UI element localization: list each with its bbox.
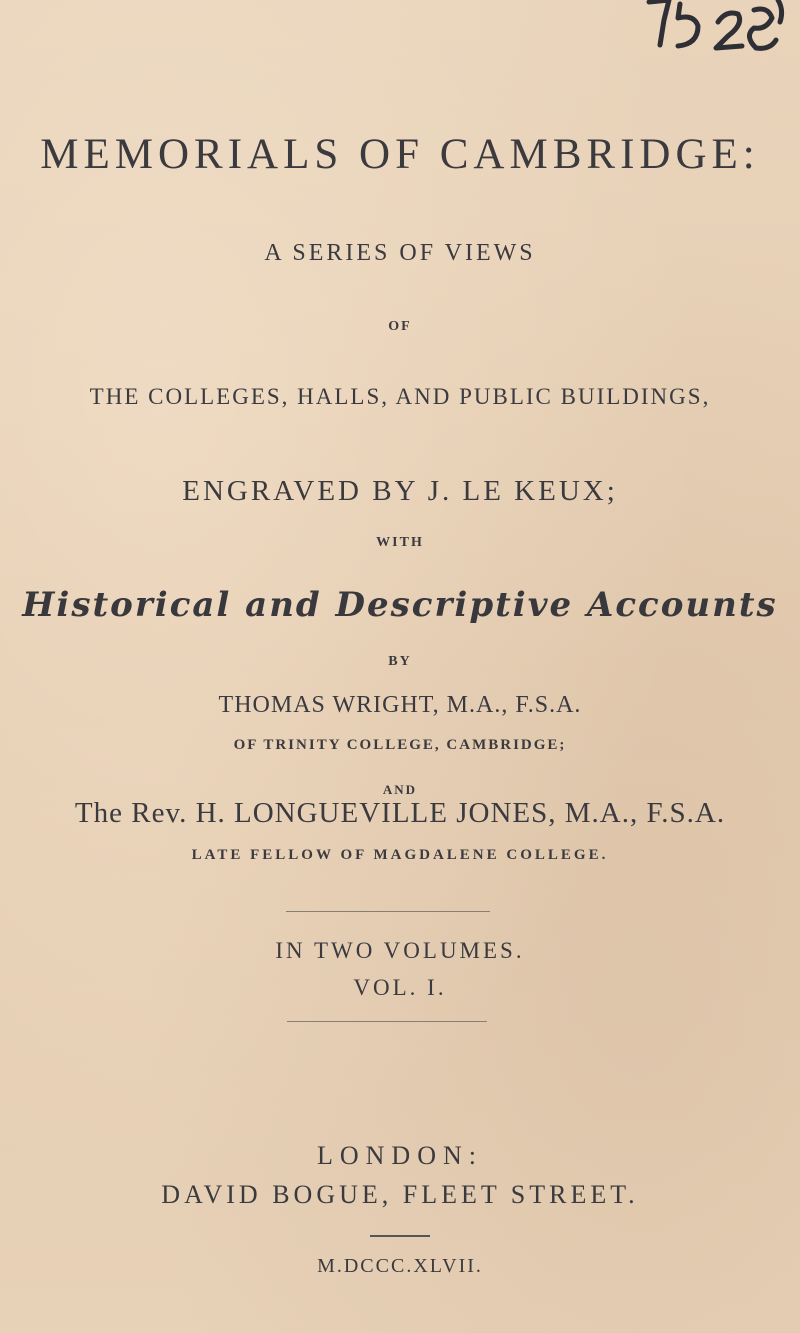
- first-author: THOMAS WRIGHT, M.A., F.S.A.: [218, 692, 582, 718]
- volumes-line: IN TWO VOLUMES.: [275, 938, 525, 963]
- accounts-line: Historical and Descriptive Accounts: [22, 585, 778, 625]
- engraver-line: ENGRAVED BY J. LE KEUX;: [182, 475, 618, 507]
- imprint-place: LONDON:: [317, 1141, 483, 1170]
- divider-rule: [370, 1235, 430, 1237]
- volume-number: VOL. I.: [353, 975, 447, 1000]
- imprint-date: M.DCCC.XLVII.: [317, 1255, 483, 1277]
- second-author-affiliation: LATE FELLOW OF MAGDALENE COLLEGE.: [191, 847, 609, 863]
- first-author-affiliation: OF TRINITY COLLEGE, CAMBRIDGE;: [233, 737, 567, 753]
- connector-by: BY: [388, 654, 412, 669]
- connector-with: WITH: [376, 535, 424, 550]
- book-title: MEMORIALS OF CAMBRIDGE:: [40, 131, 760, 178]
- divider-rule: [287, 1021, 487, 1022]
- connector-and: AND: [382, 782, 418, 797]
- second-author: The Rev. H. LONGUEVILLE JONES, M.A., F.S.A.: [74, 797, 726, 829]
- book-subtitle: A SERIES OF VIEWS: [264, 240, 536, 266]
- divider-rule: [286, 911, 490, 912]
- subject-line: THE COLLEGES, HALLS, AND PUBLIC BUILDINGS,: [89, 384, 711, 409]
- handwritten-shelfmark: [594, 0, 794, 100]
- imprint-publisher: DAVID BOGUE, FLEET STREET.: [161, 1180, 639, 1209]
- connector-of: OF: [388, 319, 412, 334]
